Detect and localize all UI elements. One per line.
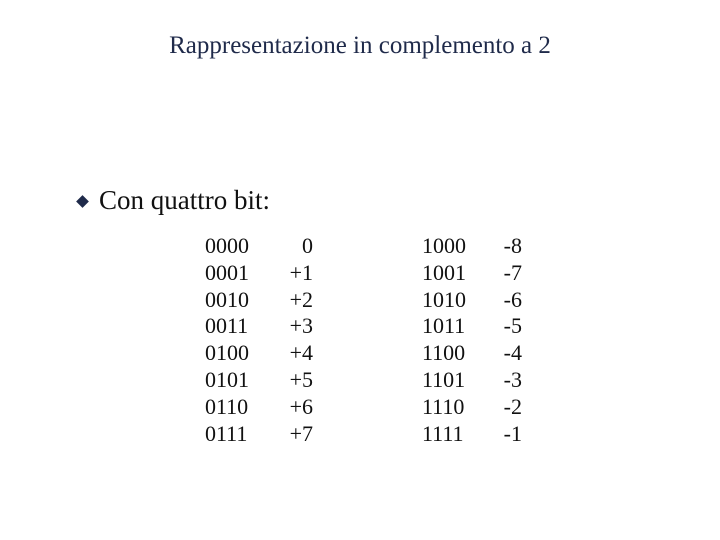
- table-row: [205, 233, 313, 260]
- table-row: [422, 287, 522, 314]
- slide-title: Rappresentazione in complemento a 2: [169, 32, 551, 59]
- decimal-value: -2: [503, 393, 522, 419]
- decimal-value: -3: [503, 366, 522, 392]
- table-row: [422, 313, 522, 340]
- table-row: [205, 313, 313, 340]
- binary-code: 1110: [422, 393, 465, 419]
- bullet-item: [78, 183, 270, 217]
- decimal-value: +4: [289, 340, 313, 366]
- table-row: [205, 260, 313, 287]
- decimal-value: -5: [503, 313, 522, 339]
- decimal-value: 0: [302, 233, 313, 258]
- binary-code: 1010: [422, 286, 466, 312]
- decimal-value: +1: [289, 259, 313, 285]
- decimal-value: +6: [289, 393, 313, 419]
- decimal-value: -7: [503, 259, 522, 285]
- binary-code: 0110: [205, 393, 249, 419]
- table-row: [422, 367, 522, 394]
- decimal-value: +2: [289, 286, 313, 312]
- table-row: [205, 367, 313, 394]
- decimal-value: +7: [289, 420, 313, 446]
- binary-code: 1001: [422, 259, 466, 285]
- binary-code: 0100: [205, 340, 249, 366]
- binary-code: 0011: [205, 313, 249, 339]
- binary-code: 1011: [422, 313, 466, 339]
- binary-code: 1111: [422, 420, 464, 446]
- table-row: [422, 340, 522, 367]
- binary-code: 0101: [205, 366, 249, 392]
- decimal-value: -6: [503, 286, 522, 312]
- table-row: [422, 421, 522, 448]
- decimal-value: +3: [289, 313, 313, 339]
- diamond-bullet-icon: [76, 195, 89, 208]
- binary-code: 1000: [422, 233, 466, 258]
- binary-code: 1101: [422, 366, 466, 392]
- binary-code: 0010: [205, 286, 249, 312]
- table-row: [205, 421, 313, 448]
- bullet-text: Con quattro bit:: [99, 185, 270, 215]
- decimal-value: -4: [503, 340, 522, 366]
- negative-values-table: [422, 233, 522, 447]
- table-row: [422, 260, 522, 287]
- binary-code: 0001: [205, 259, 249, 285]
- decimal-value: -8: [503, 233, 522, 258]
- table-row: [205, 394, 313, 421]
- decimal-value: +5: [289, 366, 313, 392]
- binary-code: 1100: [422, 340, 466, 366]
- table-row: [205, 340, 313, 367]
- table-row: [205, 287, 313, 314]
- table-row: [422, 394, 522, 421]
- positive-values-table: [205, 233, 313, 447]
- binary-code: 0111: [205, 420, 248, 446]
- decimal-value: -1: [503, 420, 522, 446]
- binary-code: 0000: [205, 233, 249, 258]
- table-row: [422, 233, 522, 260]
